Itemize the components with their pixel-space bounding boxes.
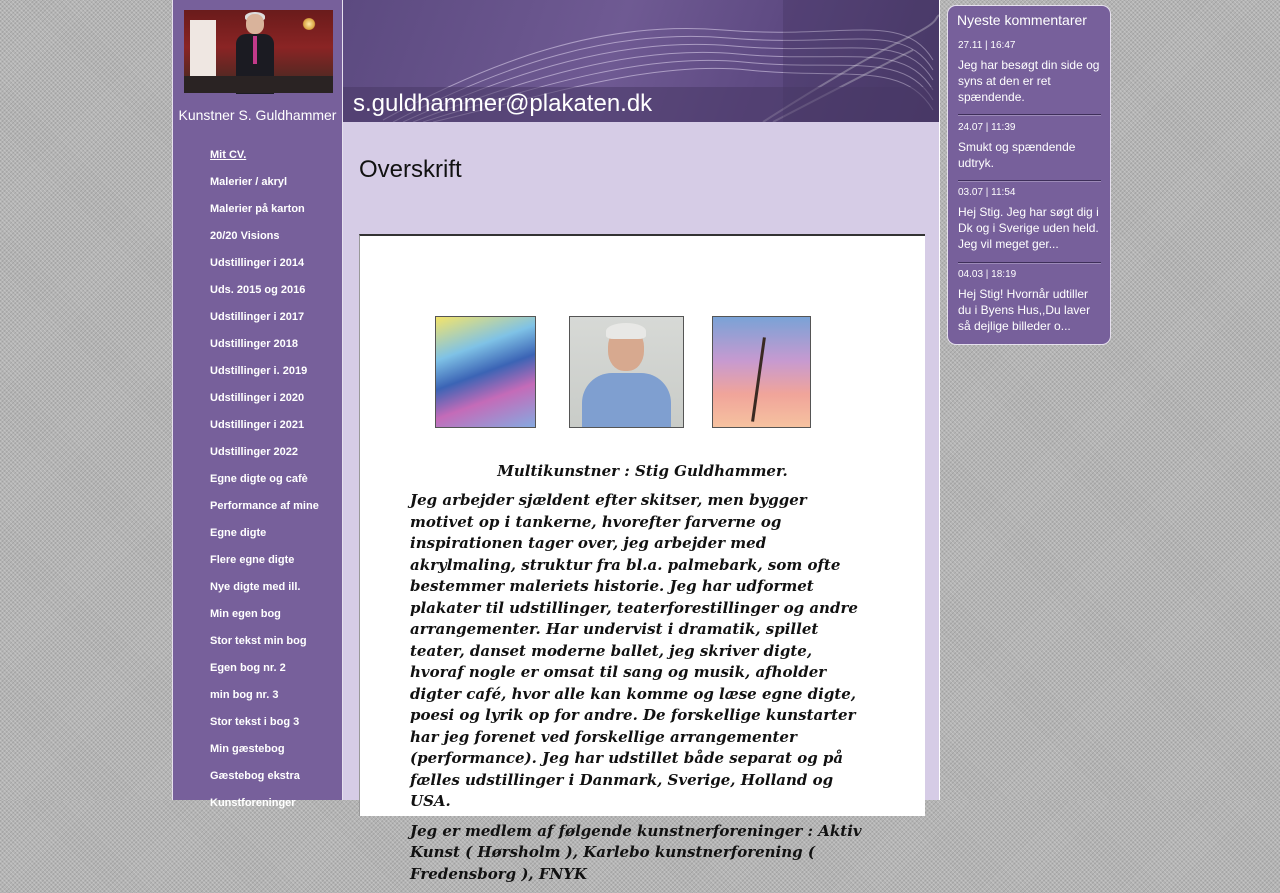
nav-link[interactable]: Udstillinger i 2021 <box>210 419 305 431</box>
header-email: s.guldhammer@plakaten.dk <box>353 90 653 117</box>
sidebar-nav <box>210 145 319 820</box>
comment-text: Hej Stig. Jeg har søgt dig i Dk og i Sverige uden held. Jeg vil meget ger... <box>958 205 1099 251</box>
nav-link[interactable]: Gæstebog ekstra <box>210 770 300 782</box>
nav-item <box>210 469 319 496</box>
nav-item <box>210 577 319 604</box>
cv-scan-image <box>359 234 925 883</box>
nav-link[interactable]: Udstillinger i 2017 <box>210 311 305 323</box>
comment-text: Smukt og spændende udtryk. <box>958 140 1076 170</box>
comment-date: 24.07 | 11:39 <box>958 122 1016 133</box>
nav-link[interactable]: Mit CV. <box>210 149 247 161</box>
nav-item <box>210 685 319 712</box>
nav-item <box>210 280 319 307</box>
comment-date: 03.07 | 11:54 <box>958 187 1016 198</box>
nav-link[interactable]: Kunstforeninger <box>210 797 296 809</box>
comment-item[interactable] <box>958 187 1101 252</box>
scan-paragraph: Jeg arbejder sjældent efter skitser, men bygger motivet op i tankerne, hvorefter farverne og inspirationen tager over, jeg arbejder med akrylmaling, struktur fra bl.a. palmebark, som ofte bestemmer maleriets historie. Jeg har udformet plakater til udstillinger, teaterforestillinger og andre arrangementer. Har undervist i dramatik, spillet teater, danset moderne ballet, jeg skriver digte, hvoraf nogle er omsat til sang og musik, afholder digter café, hvor alle kan komme og læse egne digte, poesi og lyrik op for andre. De forskellige kunstarter har jeg forenet ved forskellige arrangementer (performance). Jeg har udstillet både separat og på fælles udstillinger i Danmark, Sverige, Holland og USA. <box>410 491 858 810</box>
comment-item[interactable] <box>958 40 1101 105</box>
nav-link[interactable]: Malerier på karton <box>210 203 305 215</box>
nav-link[interactable]: Uds. 2015 og 2016 <box>210 284 306 296</box>
scan-body <box>410 490 870 893</box>
page-title: Overskrift <box>359 156 462 183</box>
scan-heading: Multikunstner : Stig Guldhammer. <box>497 462 788 480</box>
painting-thumbnail <box>712 316 811 428</box>
nav-item <box>210 415 319 442</box>
nav-item <box>210 631 319 658</box>
nav-link[interactable]: Stor tekst min bog <box>210 635 307 647</box>
comment-item[interactable] <box>958 122 1101 171</box>
comment-divider <box>958 180 1101 182</box>
nav-item <box>210 739 319 766</box>
nav-item-cv <box>210 145 319 172</box>
nav-link[interactable]: Egne digte <box>210 527 267 539</box>
nav-item <box>210 793 319 820</box>
nav-item <box>210 523 319 550</box>
comment-text: Jeg har besøgt din side og syns at den er ret spændende. <box>958 58 1100 104</box>
nav-item <box>210 388 319 415</box>
latest-comments-box <box>948 6 1110 344</box>
header-banner <box>343 0 939 122</box>
nav-link[interactable]: Min egen bog <box>210 608 281 620</box>
sidebar <box>172 0 343 809</box>
nav-link[interactable]: Udstillinger i 2014 <box>210 257 305 269</box>
comment-divider <box>958 114 1101 116</box>
nav-link[interactable]: Udstillinger i 2020 <box>210 392 305 404</box>
nav-item <box>210 442 319 469</box>
nav-item <box>210 658 319 685</box>
nav-item <box>210 550 319 577</box>
nav-item <box>210 253 319 280</box>
nav-link[interactable]: Udstillinger 2022 <box>210 446 299 458</box>
nav-link[interactable]: Egne digte og cafè <box>210 473 308 485</box>
comment-date: 04.03 | 18:19 <box>958 269 1017 280</box>
main-content <box>343 122 939 883</box>
comment-text: Hej Stig! Hvornår udtiller du i Byens Hus,,Du laver så dejlige billeder o... <box>958 287 1091 333</box>
nav-item <box>210 307 319 334</box>
nav-item <box>210 361 319 388</box>
nav-item <box>210 334 319 361</box>
nav-link[interactable]: Min gæstebog <box>210 743 285 755</box>
nav-link[interactable]: Malerier / akryl <box>210 176 288 188</box>
nav-item <box>210 712 319 739</box>
nav-item <box>210 604 319 631</box>
nav-link[interactable]: Stor tekst i bog 3 <box>210 716 300 728</box>
nav-item <box>210 766 319 793</box>
nav-link[interactable]: Performance af mine <box>210 500 319 512</box>
nav-link[interactable]: Udstillinger 2018 <box>210 338 299 350</box>
nav-link[interactable]: 20/20 Visions <box>210 230 280 242</box>
nav-item <box>210 226 319 253</box>
scan-paragraph: Jeg er medlem af følgende kunstnerforeninger : Aktiv Kunst ( Hørsholm ), Karlebo kunstnerforening ( Fredensborg ), FNYK <box>410 821 862 883</box>
nav-link[interactable]: Egen bog nr. 2 <box>210 662 286 674</box>
artist-name: Kunstner S. Guldhammer <box>178 107 337 123</box>
nav-item <box>210 199 319 226</box>
painting-thumbnail <box>435 316 536 428</box>
nav-link[interactable]: Flere egne digte <box>210 554 295 566</box>
nav-item <box>210 172 319 199</box>
nav-item <box>210 496 319 523</box>
comment-divider <box>958 262 1101 264</box>
comments-title: Nyeste kommentarer <box>957 12 1087 28</box>
portrait-photo <box>569 316 684 428</box>
nav-link[interactable]: min bog nr. 3 <box>210 689 279 701</box>
comment-date: 27.11 | 16:47 <box>958 40 1016 51</box>
nav-link[interactable]: Nye digte med ill. <box>210 581 301 593</box>
nav-link[interactable]: Udstillinger i. 2019 <box>210 365 308 377</box>
comment-item[interactable] <box>958 269 1101 334</box>
artist-photo <box>184 10 333 93</box>
